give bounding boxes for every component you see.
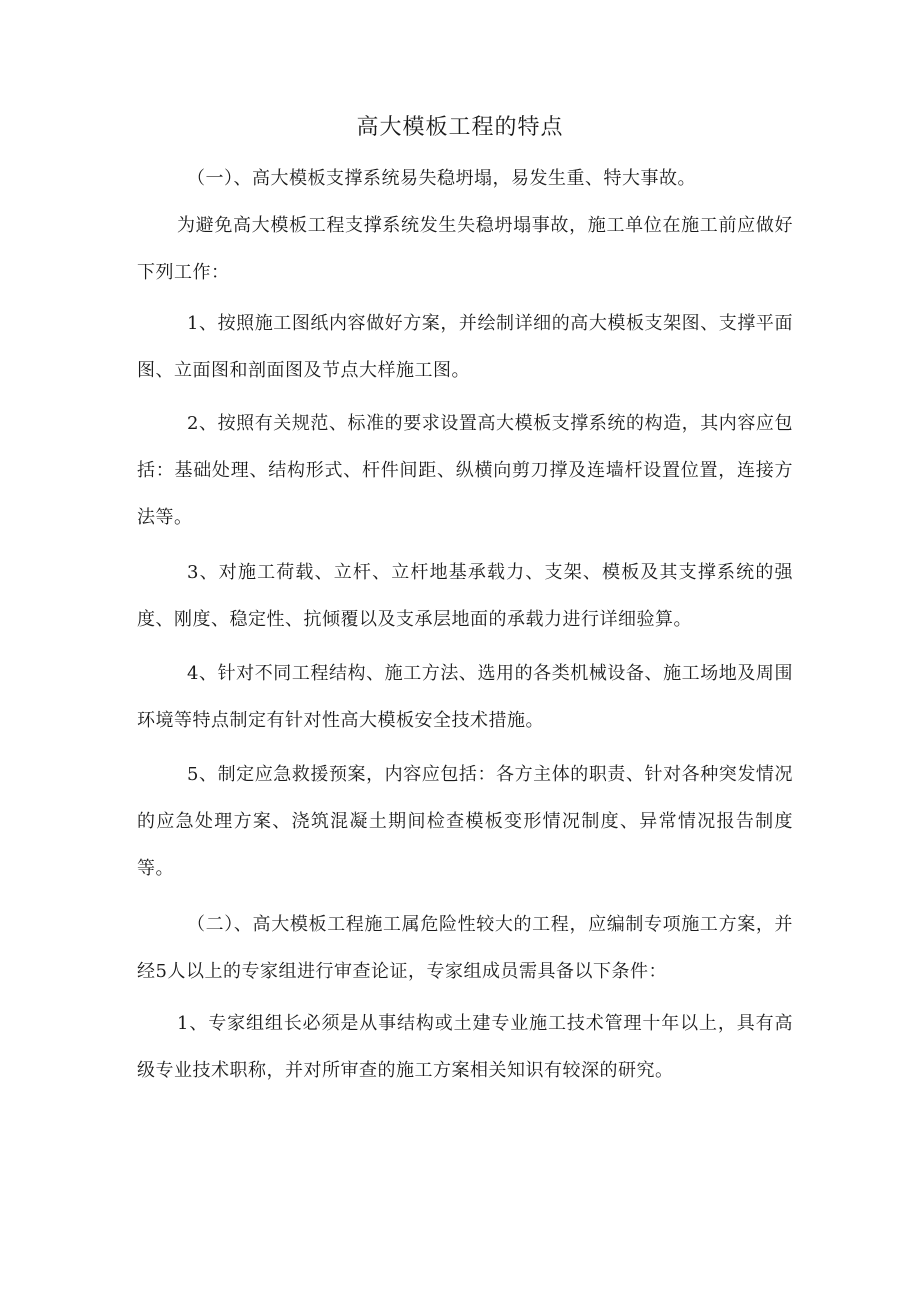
qualification-item: 1、专家组组长必须是从事结构或土建专业施工技术管理十年以上，具有高级专业技术职称，并对所审查的施工方案相关知识有较深的研究。	[137, 1013, 793, 1081]
list-item: 4、针对不同工程结构、施工方法、选用的各类机械设备、施工场地及周围环境等特点制定有针对性高大模板安全技术措施。	[137, 663, 793, 731]
list-item: 3、对施工荷载、立杆、立杆地基承载力、支架、模板及其支撑系统的强度、刚度、稳定性、抗倾覆以及支承层地面的承载力进行详细验算。	[137, 562, 793, 630]
document-title: 高大模板工程的特点	[356, 115, 564, 140]
section-1-heading: （一）、高大模板支撑系统易失稳坍塌，易发生重、特大事故。	[187, 168, 696, 189]
section-2-heading: （二）、高大模板工程施工属危险性较大的工程，应编制专项施工方案，并经5人以上的专家组进行审查论证，专家组成员需具备以下条件：	[137, 914, 793, 982]
list-item: 1、按照施工图纸内容做好方案，并绘制详细的高大模板支架图、支撑平面图、立面图和剖面图及节点大样施工图。	[137, 313, 793, 381]
list-item: 5、制定应急救援预案，内容应包括：各方主体的职责、针对各种突发情况的应急处理方案、浇筑混凝土期间检查模板变形情况制度、异常情况报告制度等。	[137, 764, 793, 879]
intro-paragraph: 为避免高大模板工程支撑系统发生失稳坍塌事故，施工单位在施工前应做好下列工作：	[137, 215, 793, 283]
list-item: 2、按照有关规范、标准的要求设置高大模板支撑系统的构造，其内容应包括：基础处理、结构形式、杆件间距、纵横向剪刀撑及连墙杆设置位置，连接方法等。	[137, 413, 793, 528]
